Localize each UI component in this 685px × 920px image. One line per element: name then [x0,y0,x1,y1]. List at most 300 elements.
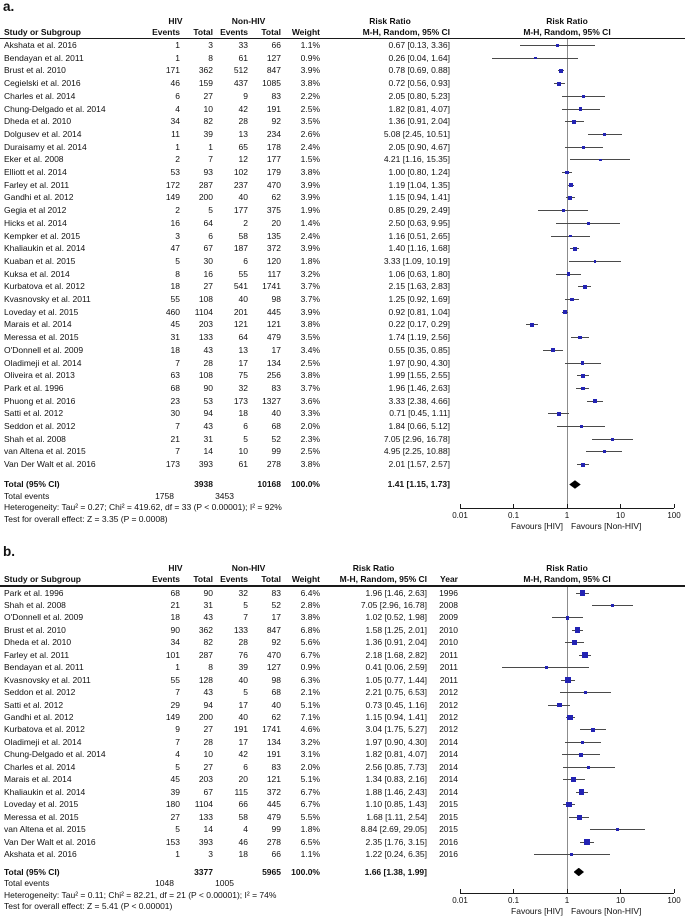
hiv-events: 2 [175,154,180,165]
risk-ratio-text: 1.82 [0.81, 4.07] [388,103,450,114]
nonhiv-total: 134 [266,736,281,747]
study-name: Elliott et al. 2014 [4,167,67,177]
effect-marker [575,627,581,633]
risk-ratio-text: 0.55 [0.35, 0.85] [388,344,450,355]
effect-marker [565,171,569,175]
study-row [0,625,685,637]
year-cell: 2012 [439,712,458,722]
weight-cell: 1.1% [300,40,320,50]
study-name: Seddon et al. 2012 [4,687,76,698]
total-events-nonhiv: 3453 [215,490,234,501]
weight-cell: 3.7% [300,382,320,393]
weight-cell: 2.0% [300,761,320,772]
hiv-events: 1 [175,141,180,152]
nonhiv-total: 847 [266,624,281,635]
nonhiv-total: 117 [267,268,281,279]
plot-title: Risk Ratio [546,16,588,26]
hiv-events: 21 [170,433,180,444]
study-name: Farley et al. 2011 [4,649,70,660]
study-name: Shah et al. 2008 [4,599,66,610]
study-row [0,307,685,320]
risk-ratio-text: 0.22 [0.17, 0.29] [388,319,450,330]
hiv-total: 6 [208,230,213,241]
hiv-total: 43 [203,612,213,623]
study-name: Cegielski et al. 2016 [4,78,81,89]
risk-ratio-text: 1.84 [0.66, 5.12] [388,421,450,431]
study-row [0,129,685,142]
nonhiv-total: 127 [266,662,281,673]
nonhiv-total: 66 [271,40,281,50]
hiv-total: 3 [208,40,213,50]
weight-cell: 4.6% [300,724,320,735]
nonhiv-events: 173 [233,395,248,406]
study-name: Farley et al. 2011 [4,179,70,190]
total-events-label: Total events [4,490,50,501]
study-name: O'Donnell et al. 2009 [4,344,84,355]
study-row [0,446,685,459]
weight-cell: 3.6% [300,395,320,406]
nonhiv-total: 40 [271,408,281,419]
hiv-events: 63 [170,370,180,381]
nonhiv-total: 83 [271,90,281,101]
nonhiv-events: 64 [238,332,248,343]
weight-cell: 3.9% [300,179,320,190]
weight-cell: 3.7% [300,294,320,304]
weight-cell: 2.5% [300,357,320,368]
hiv-events: 68 [170,587,180,598]
col-header-year: Year [440,574,458,584]
year-cell: 2015 [439,824,458,835]
total-events-hiv: 1758 [155,490,174,501]
hiv-total: 3 [208,848,213,859]
nonhiv-total: 178 [266,141,281,152]
hiv-total: 30 [203,255,213,266]
weight-cell: 3.7% [300,281,320,292]
study-name: Marais et al. 2014 [4,774,72,785]
hiv-total: 287 [198,179,213,190]
nonhiv-total: 191 [266,749,281,760]
effect-marker [584,839,590,845]
heterogeneity-text: Heterogeneity: Tau² = 0.11; Chi² = 82.21, df = 21 (P < 0.00001); I² = 74% [4,889,277,900]
nonhiv-total: 1741 [262,724,281,735]
study-row [0,294,685,307]
group-header-nonhiv: Non-HIV [231,563,266,573]
risk-ratio-text: 3.33 [2.38, 4.66] [388,395,450,406]
effect-marker [569,183,573,187]
nonhiv-total: 83 [271,382,281,393]
risk-ratio-text: 2.56 [0.85, 7.73] [365,761,427,772]
hiv-events: 45 [170,774,180,785]
nonhiv-total: 40 [271,699,281,710]
axis-tick-label: 100 [667,896,681,905]
study-name: Park et al. 1996 [4,587,64,598]
hiv-events: 2 [175,205,180,216]
hiv-events: 31 [170,332,180,343]
study-name: Gandhi et al. 2012 [4,712,74,722]
hiv-events: 18 [170,612,180,623]
study-name: Kempker et al. 2015 [4,230,81,241]
risk-ratio-text: 1.96 [1.46, 2.63] [365,587,427,598]
nonhiv-events: 5 [243,687,248,698]
study-name: Chung-Delgado et al. 2014 [4,103,106,114]
summary-diamond [569,480,580,489]
effect-marker [545,666,548,669]
study-name: Kvasnovsky et al. 2011 [4,674,91,685]
nonhiv-events: 13 [238,344,248,355]
hiv-total: 200 [198,192,213,203]
nonhiv-total: 83 [271,587,281,598]
effect-marker [581,361,584,364]
hiv-total: 5 [208,205,213,216]
axis-tick-label: 1 [564,511,570,520]
hiv-events: 149 [165,712,180,722]
hiv-events: 68 [170,382,180,393]
weight-cell: 2.4% [300,141,320,152]
risk-ratio-text: 1.16 [0.51, 2.65] [388,230,450,241]
hiv-events: 9 [175,724,180,735]
weight-cell: 3.8% [300,459,320,470]
nonhiv-events: 5 [243,599,248,610]
weight-cell: 2.1% [300,687,320,698]
hiv-events: 27 [170,811,180,822]
risk-ratio-text: 1.88 [1.46, 2.43] [365,786,427,797]
year-cell: 2012 [439,699,458,710]
nonhiv-events: 40 [238,674,248,685]
risk-ratio-text: 1.96 [1.46, 2.63] [388,382,450,393]
effect-marker [573,247,577,251]
year-cell: 1996 [439,587,458,598]
overall-effect-text: Test for overall effect: Z = 5.41 (P < 0.00001) [4,901,173,911]
nonhiv-total: 99 [271,824,281,835]
study-name: Shah et al. 2008 [4,433,66,444]
plot-title: Risk Ratio [546,563,588,573]
hiv-events: 29 [170,699,180,710]
hiv-total: 27 [203,281,213,292]
nonhiv-events: 133 [233,624,248,635]
risk-ratio-text: 1.00 [0.80, 1.24] [388,167,450,177]
study-name: Duraisamy et al. 2014 [4,141,87,152]
hiv-events: 6 [175,90,180,101]
hiv-events: 1 [175,848,180,859]
nonhiv-total: 17 [271,344,281,355]
nonhiv-total: 99 [271,446,281,457]
effect-marker [572,120,576,124]
study-name: Satti et al. 2012 [4,699,64,710]
nonhiv-total: 234 [266,128,281,139]
effect-marker [582,652,588,658]
study-name: Loveday et al. 2015 [4,799,79,810]
nonhiv-events: 18 [238,408,248,419]
risk-ratio-text: 2.05 [0.80, 5.23] [388,90,450,101]
hiv-total: 27 [203,761,213,772]
weight-cell: 1.4% [300,217,320,228]
study-name: Kvasnovsky et al. 2011 [4,294,91,304]
risk-ratio-text: 1.15 [0.94, 1.41] [388,192,450,203]
study-name: O'Donnell et al. 2009 [4,612,84,623]
axis-line [460,893,674,894]
weight-cell: 3.2% [300,268,320,279]
risk-ratio-text: 1.25 [0.92, 1.69] [388,294,450,304]
weight-cell: 2.2% [300,90,320,101]
weight-cell: 2.6% [300,128,320,139]
effect-marker [571,777,576,782]
effect-marker [557,703,562,708]
hiv-total: 43 [203,344,213,355]
axis-tick [567,889,568,893]
nonhiv-events: 541 [233,281,248,292]
risk-ratio-text: 1.34 [0.83, 2.16] [365,774,427,785]
study-name: Eker et al. 2008 [4,154,64,165]
risk-ratio-text: 1.74 [1.19, 2.56] [388,332,450,343]
weight-cell: 6.7% [300,649,320,660]
axis-tick [460,889,461,893]
total-hiv-total: 3377 [194,866,213,877]
nonhiv-events: 42 [238,749,248,760]
nonhiv-events: 42 [238,103,248,114]
weight-cell: 3.5% [300,332,320,343]
hiv-total: 203 [198,774,213,785]
axis-tick-label: 0.1 [507,511,520,520]
risk-ratio-text: 1.36 [0.91, 2.04] [388,116,450,127]
nonhiv-events: 2 [243,217,248,228]
group-header-hiv: HIV [168,16,183,26]
risk-ratio-text: 3.04 [1.75, 5.27] [365,724,427,735]
study-row [0,408,685,421]
axis-tick [674,889,675,893]
effect-col-title: Risk Ratio [369,16,411,26]
hiv-total: 7 [208,154,213,165]
axis-tick [620,504,621,508]
year-cell: 2011 [439,674,458,685]
nonhiv-events: 437 [233,78,248,89]
risk-ratio-text: 0.72 [0.56, 0.93] [388,78,450,89]
hiv-events: 11 [171,128,180,139]
axis-tick-label: 10 [616,896,625,905]
weight-cell: 3.1% [300,749,320,760]
nonhiv-total: 179 [266,167,281,177]
weight-cell: 5.1% [300,774,320,785]
nonhiv-total: 278 [266,459,281,470]
panel-label: b. [3,544,15,559]
study-row [0,700,685,712]
nonhiv-events: 512 [233,65,248,76]
risk-ratio-text: 7.05 [2.96, 16.78] [360,599,427,610]
study-row [0,824,685,836]
effect-marker [534,57,537,60]
nonhiv-events: 61 [238,459,248,470]
year-cell: 2010 [439,624,458,635]
weight-cell: 1.5% [300,154,320,165]
risk-ratio-text: 2.35 [1.76, 3.15] [365,836,427,847]
plot-subtitle: M-H, Random, 95% CI [523,574,611,584]
study-name: Kurbatova et al. 2012 [4,281,85,292]
nonhiv-total: 121 [266,774,281,785]
hiv-events: 7 [175,736,180,747]
col-header-hiv-total: Total [193,574,213,584]
nonhiv-events: 46 [238,836,248,847]
study-name: Phuong et al. 2016 [4,395,76,406]
hiv-total: 108 [198,294,213,304]
study-name: Charles et al. 2014 [4,761,76,772]
hiv-total: 27 [203,90,213,101]
total-nonhiv-total: 5965 [262,866,281,877]
study-name: Van Der Walt et al. 2016 [4,459,96,470]
effect-marker [587,222,590,225]
col-header-hiv-events: Events [152,574,180,584]
study-row [0,687,685,699]
study-name: Akshata et al. 2016 [4,40,77,50]
weight-cell: 1.1% [300,848,320,859]
study-row [0,40,685,53]
hiv-events: 173 [165,459,180,470]
effect-marker [530,323,534,327]
study-name: Khaliaukin et al. 2014 [4,243,86,254]
hiv-total: 82 [203,637,213,648]
year-cell: 2015 [439,799,458,810]
nonhiv-events: 58 [238,230,248,241]
year-cell: 2015 [439,811,458,822]
nonhiv-events: 6 [243,761,248,772]
nonhiv-total: 278 [266,836,281,847]
nonhiv-total: 191 [266,103,281,114]
nonhiv-total: 98 [271,674,281,685]
effect-marker [581,387,585,391]
hiv-total: 159 [198,78,213,89]
hiv-total: 94 [203,408,213,419]
hiv-total: 200 [198,712,213,722]
study-row [0,180,685,193]
total-risk-ratio: 1.41 [1.15, 1.73] [387,479,450,489]
hiv-total: 90 [203,587,213,598]
weight-cell: 3.9% [300,306,320,317]
nonhiv-events: 75 [238,370,248,381]
favours-nonhiv-label: Favours [Non-HIV] [571,905,642,916]
effect-marker [566,802,572,808]
axis-line [460,508,674,509]
effect-marker [580,590,585,595]
study-name: Seddon et al. 2012 [4,421,76,431]
col-header-nonhiv-events: Events [220,574,248,584]
hiv-total: 67 [203,786,213,797]
overall-effect-text: Test for overall effect: Z = 3.35 (P = 0.0008) [4,513,168,524]
study-name: Bendayan et al. 2011 [4,52,84,63]
risk-ratio-text: 1.02 [0.52, 1.98] [365,612,427,623]
hiv-total: 28 [203,736,213,747]
effect-marker [599,159,602,162]
effect-marker [582,146,585,149]
hiv-total: 31 [203,433,213,444]
hiv-total: 67 [203,243,213,254]
hiv-total: 362 [198,624,213,635]
year-cell: 2014 [439,786,458,797]
nonhiv-events: 4 [243,824,248,835]
nonhiv-events: 237 [233,179,248,190]
effect-marker [611,604,614,607]
effect-marker [611,438,614,441]
study-row [0,319,685,332]
study-name: van Altena et al. 2015 [4,446,86,457]
hiv-events: 7 [175,687,180,698]
nonhiv-total: 68 [271,687,281,698]
effect-marker [563,310,567,314]
nonhiv-events: 187 [233,243,248,254]
hiv-total: 16 [203,268,213,279]
weight-cell: 3.5% [300,116,320,127]
study-row [0,837,685,849]
weight-cell: 6.7% [300,799,320,810]
hiv-total: 10 [203,103,213,114]
weight-cell: 1.9% [300,205,320,216]
nonhiv-events: 40 [238,712,248,722]
total-label: Total (95% CI) [4,866,60,877]
nonhiv-total: 121 [266,319,281,330]
hiv-total: 8 [208,52,213,63]
nonhiv-total: 92 [271,637,281,648]
axis-tick-label: 0.01 [452,896,468,905]
col-header-effect: M-H, Random, 95% CI [362,27,450,37]
axis-tick [674,504,675,508]
nonhiv-events: 6 [243,421,248,431]
study-row [0,167,685,180]
effect-marker [551,348,555,352]
weight-cell: 3.9% [300,65,320,76]
risk-ratio-text: 4.95 [2.25, 10.88] [383,446,450,457]
effect-marker [568,196,572,200]
study-row [0,231,685,244]
effect-marker [587,766,590,769]
study-row [0,712,685,724]
hiv-events: 153 [165,836,180,847]
hiv-events: 45 [170,319,180,330]
risk-ratio-text: 1.58 [1.25, 2.01] [365,624,427,635]
risk-ratio-text: 1.99 [1.55, 2.55] [388,370,450,381]
hiv-total: 94 [203,699,213,710]
risk-ratio-text: 8.84 [2.69, 29.05] [360,824,427,835]
study-row [0,154,685,167]
weight-cell: 6.3% [300,674,320,685]
study-row [0,65,685,78]
nonhiv-events: 65 [238,141,248,152]
effect-marker [584,691,587,694]
effect-marker [572,640,577,645]
hiv-events: 172 [165,179,180,190]
study-name: Dheda et al. 2010 [4,116,72,127]
weight-cell: 3.2% [300,736,320,747]
weight-cell: 7.1% [300,712,320,722]
nonhiv-total: 375 [266,205,281,216]
effect-marker [580,425,583,428]
study-name: Gandhi et al. 2012 [4,192,74,203]
study-name: Bendayan et al. 2011 [4,662,84,673]
risk-ratio-text: 1.40 [1.16, 1.68] [388,243,450,254]
study-name: Van Der Walt et al. 2016 [4,836,96,847]
risk-ratio-text: 1.15 [0.94, 1.41] [365,712,427,722]
effect-marker [567,715,573,721]
risk-ratio-text: 2.15 [1.63, 2.83] [388,281,450,292]
study-name: Gegia et al 2012 [4,205,67,216]
hiv-total: 28 [203,357,213,368]
hiv-total: 31 [203,599,213,610]
hiv-total: 43 [203,687,213,698]
study-row [0,332,685,345]
effect-marker [570,298,574,302]
hiv-events: 18 [170,281,180,292]
effect-marker [581,741,584,744]
hiv-total: 362 [198,65,213,76]
hiv-events: 53 [170,167,180,177]
nonhiv-events: 28 [238,116,248,127]
nonhiv-events: 177 [233,205,248,216]
